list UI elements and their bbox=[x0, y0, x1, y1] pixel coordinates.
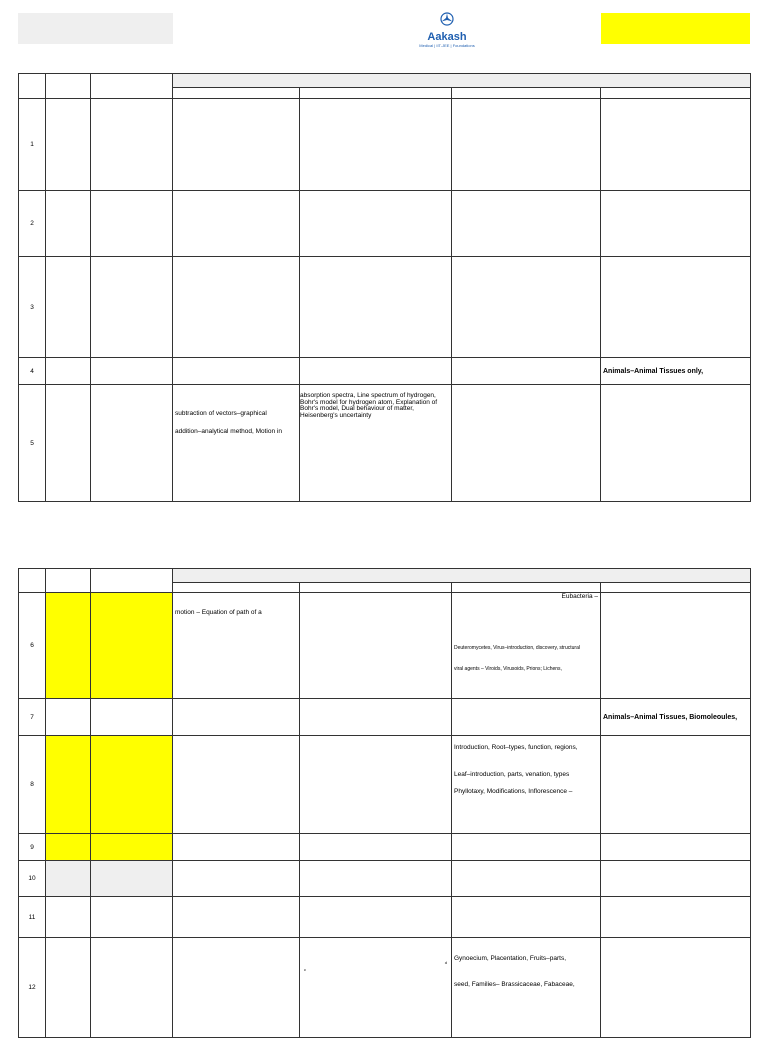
table-row bbox=[19, 699, 751, 736]
cell bbox=[601, 834, 751, 861]
cell bbox=[91, 897, 173, 938]
cell bbox=[300, 99, 452, 191]
table-row bbox=[19, 834, 751, 861]
cell bbox=[452, 358, 601, 385]
logo-subtext: Medical | IIT-JEE | Foundations bbox=[419, 43, 475, 48]
cell bbox=[601, 938, 751, 1038]
cell bbox=[601, 99, 751, 191]
cell bbox=[173, 358, 300, 385]
header-yellow-box bbox=[601, 13, 750, 44]
topic-text: Animals–Animal Tissues, Biomoleoules, bbox=[603, 713, 738, 721]
topic-text: addition–analytical method, Motion in bbox=[175, 428, 282, 435]
shaded-cell bbox=[91, 861, 173, 897]
cell bbox=[173, 834, 300, 861]
header-cell bbox=[91, 74, 173, 99]
cell bbox=[46, 257, 91, 358]
row-number: 4 bbox=[19, 358, 46, 385]
row-number: 2 bbox=[19, 191, 46, 257]
cell bbox=[46, 938, 91, 1038]
cell bbox=[601, 736, 751, 834]
cell bbox=[300, 358, 452, 385]
highlight-cell bbox=[91, 593, 173, 699]
subheader-cell bbox=[452, 88, 601, 99]
topic-text: Phyllotaxy, Modifications, Inflorescence – bbox=[454, 788, 573, 795]
cell bbox=[173, 861, 300, 897]
table-row bbox=[19, 938, 751, 1038]
topic-text: absorption spectra, Line spectrum of hydrogen, Bohr's model for hydrogen atom, Explanation of Bohr's model, Dual behaviour of matter, Heisenberg's uncertainty bbox=[300, 392, 438, 419]
topic-text: viral agents – Viroids, Virusoids, Prions; Lichens, bbox=[454, 666, 562, 672]
header-cell bbox=[46, 74, 91, 99]
table-row bbox=[19, 257, 751, 358]
header-cell bbox=[19, 74, 46, 99]
cell-text bbox=[300, 938, 452, 1038]
cell bbox=[300, 191, 452, 257]
cell-text bbox=[452, 736, 601, 834]
topic-text: Deuteromycetes, Virus–introduction, discovery, structural bbox=[454, 645, 580, 651]
highlight-cell bbox=[46, 736, 91, 834]
table-row bbox=[19, 736, 751, 834]
row-number: 9 bbox=[19, 834, 46, 861]
table-row bbox=[19, 99, 751, 191]
topic-text: Gynoecium, Placentation, Fruits–parts, bbox=[454, 955, 566, 962]
cell bbox=[173, 191, 300, 257]
cell bbox=[46, 191, 91, 257]
cell bbox=[91, 385, 173, 502]
highlight-cell bbox=[91, 834, 173, 861]
cell-text bbox=[601, 358, 751, 385]
cell bbox=[300, 699, 452, 736]
subheader-cell bbox=[452, 583, 601, 593]
header-span-cell bbox=[173, 569, 751, 583]
mark-text: d bbox=[444, 960, 447, 965]
cell bbox=[601, 191, 751, 257]
header-span-cell bbox=[173, 74, 751, 88]
highlight-cell bbox=[91, 736, 173, 834]
cell bbox=[173, 736, 300, 834]
aakash-logo bbox=[410, 12, 484, 48]
subheader-cell bbox=[601, 88, 751, 99]
row-number: 3 bbox=[19, 257, 46, 358]
cell-text bbox=[452, 938, 601, 1038]
cell bbox=[91, 358, 173, 385]
cell bbox=[300, 861, 452, 897]
cell bbox=[173, 897, 300, 938]
cell-text bbox=[173, 385, 300, 502]
cell bbox=[300, 257, 452, 358]
cell-text bbox=[173, 593, 300, 699]
cell bbox=[300, 834, 452, 861]
table-header-row bbox=[19, 74, 751, 88]
cell bbox=[452, 834, 601, 861]
table-row bbox=[19, 385, 751, 502]
logo-star-icon bbox=[440, 12, 454, 26]
cell bbox=[300, 897, 452, 938]
cell bbox=[173, 938, 300, 1038]
row-number: 8 bbox=[19, 736, 46, 834]
cell bbox=[452, 99, 601, 191]
cell-text bbox=[300, 385, 452, 502]
cell bbox=[452, 257, 601, 358]
cell bbox=[46, 699, 91, 736]
cell bbox=[91, 191, 173, 257]
row-number: 12 bbox=[19, 938, 46, 1038]
row-number: 6 bbox=[19, 593, 46, 699]
highlight-cell bbox=[46, 593, 91, 699]
cell bbox=[173, 99, 300, 191]
mark-text: c bbox=[304, 967, 306, 972]
cell bbox=[173, 257, 300, 358]
cell bbox=[46, 358, 91, 385]
cell bbox=[46, 385, 91, 502]
table-header-row bbox=[19, 569, 751, 583]
cell bbox=[452, 699, 601, 736]
cell bbox=[91, 99, 173, 191]
topic-text: Leaf–introduction, parts, venation, types bbox=[454, 771, 570, 778]
table-row bbox=[19, 861, 751, 897]
cell bbox=[91, 699, 173, 736]
header-gray-box bbox=[18, 13, 173, 44]
cell-text bbox=[601, 699, 751, 736]
topic-text: Animals–Animal Tissues only, bbox=[603, 367, 704, 375]
logo-text: Aakash bbox=[427, 31, 467, 43]
cell bbox=[91, 257, 173, 358]
cell bbox=[91, 938, 173, 1038]
topic-text: seed, Families– Brassicaceae, Fabaceae, bbox=[454, 981, 575, 988]
row-number: 11 bbox=[19, 897, 46, 938]
row-number: 5 bbox=[19, 385, 46, 502]
cell bbox=[452, 191, 601, 257]
table-row bbox=[19, 897, 751, 938]
schedule-table-2 bbox=[18, 568, 751, 1038]
topic-text: Eubacteria – bbox=[561, 593, 598, 600]
cell-text bbox=[452, 593, 601, 699]
cell bbox=[46, 897, 91, 938]
cell bbox=[452, 385, 601, 502]
cell bbox=[601, 385, 751, 502]
row-number: 10 bbox=[19, 861, 46, 897]
header-cell bbox=[46, 569, 91, 593]
table-row bbox=[19, 191, 751, 257]
subheader-cell bbox=[173, 583, 300, 593]
cell bbox=[601, 861, 751, 897]
cell bbox=[173, 699, 300, 736]
cell bbox=[452, 897, 601, 938]
cell bbox=[601, 897, 751, 938]
subheader-cell bbox=[601, 583, 751, 593]
header-cell bbox=[19, 569, 46, 593]
cell bbox=[300, 593, 452, 699]
row-number: 1 bbox=[19, 99, 46, 191]
cell bbox=[300, 736, 452, 834]
topic-text: subtraction of vectors–graphical bbox=[175, 410, 267, 417]
schedule-table-1 bbox=[18, 73, 751, 502]
subheader-cell bbox=[300, 583, 452, 593]
subheader-cell bbox=[173, 88, 300, 99]
table-row bbox=[19, 593, 751, 699]
subheader-cell bbox=[300, 88, 452, 99]
row-number: 7 bbox=[19, 699, 46, 736]
topic-text: Introduction, Root–types, function, regions, bbox=[454, 744, 578, 751]
cell bbox=[601, 593, 751, 699]
highlight-cell bbox=[46, 834, 91, 861]
cell bbox=[601, 257, 751, 358]
table-row bbox=[19, 358, 751, 385]
cell bbox=[46, 99, 91, 191]
header-cell bbox=[91, 569, 173, 593]
cell bbox=[452, 861, 601, 897]
topic-text: motion – Equation of path of a bbox=[175, 609, 262, 616]
shaded-cell bbox=[46, 861, 91, 897]
